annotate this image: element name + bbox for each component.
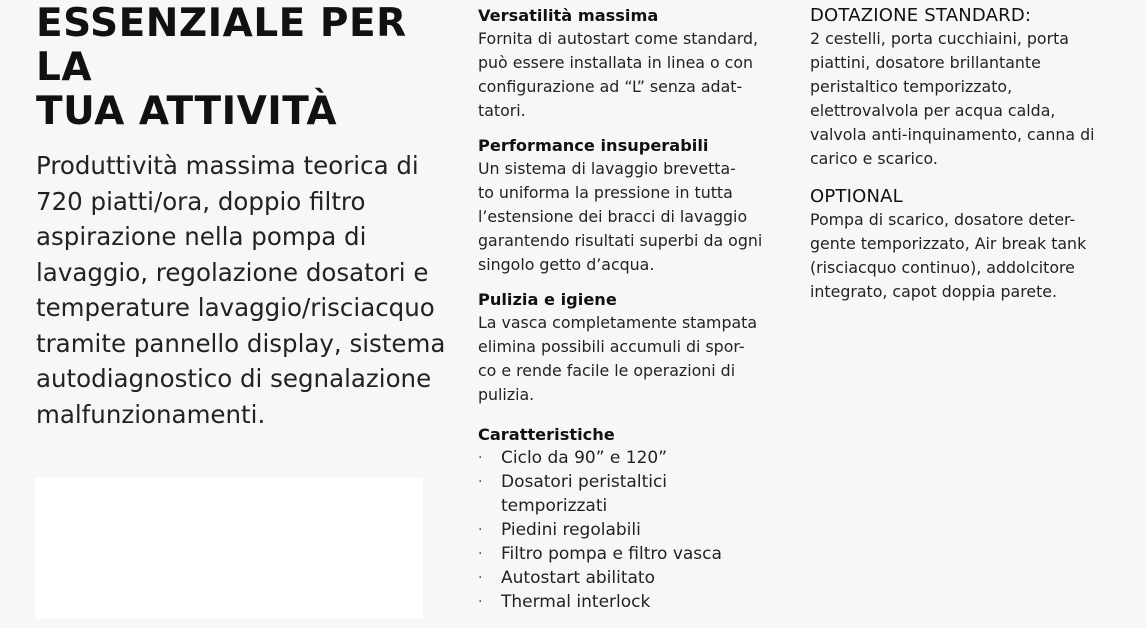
body-line: Pompa di scarico, dosatore deter-	[810, 210, 1076, 229]
bullet-icon: ·	[478, 546, 483, 562]
list-item-label: Piedini regolabili	[501, 520, 641, 540]
section-title: Caratteristiche	[478, 425, 615, 444]
section-standard-equipment	[810, 4, 1130, 171]
list-item-label: Autostart abilitato	[501, 568, 655, 588]
intro-line: aspirazione nella pompa di	[36, 222, 367, 251]
body-line: gente temporizzato, Air break tank	[810, 234, 1087, 253]
body-line: peristaltico temporizzato,	[810, 77, 1013, 96]
section-body	[478, 157, 778, 277]
body-line: 2 cestelli, porta cucchiaini, porta	[810, 29, 1069, 48]
right-column	[810, 4, 1130, 318]
intro-line: Produttività massima teorica di	[36, 151, 419, 180]
body-line: pulizia.	[478, 385, 535, 404]
body-line: l’estensione dei bracci di lavaggio	[478, 207, 748, 226]
intro-line: malfunzionamenti.	[36, 399, 266, 429]
body-line: tatori.	[478, 101, 526, 120]
headline-line: ESSENZIALE PER LA	[36, 1, 407, 90]
list-item	[478, 518, 778, 542]
left-column	[36, 2, 456, 432]
body-line: co e rende facile le operazioni di	[478, 361, 736, 380]
section-title: Pulizia e igiene	[478, 290, 617, 309]
body-line: to uniforma la pressione in tutta	[478, 183, 733, 202]
section-title: OPTIONAL	[810, 186, 903, 207]
intro-line: lavaggio, regolazione dosatori e	[36, 257, 429, 287]
list-item-label: Dosatori peristaltici temporizzati	[501, 472, 668, 516]
section-features	[478, 423, 778, 614]
bullet-icon: ·	[478, 450, 483, 466]
section-body	[810, 208, 1130, 304]
list-item	[478, 470, 778, 518]
bullet-icon: ·	[478, 474, 483, 490]
intro-line: tramite pannello display, sistema	[36, 328, 446, 358]
body-line: può essere installata in linea o con	[478, 53, 754, 72]
list-item-label: Thermal interlock	[501, 592, 651, 612]
body-line: elettrovalvola per acqua calda,	[810, 101, 1056, 120]
headline-line: TUA ATTIVITÀ	[36, 89, 338, 134]
section-cleaning	[478, 288, 778, 407]
section-optional	[810, 185, 1130, 304]
section-title: DOTAZIONE STANDARD:	[810, 5, 1032, 26]
section-body	[810, 27, 1130, 171]
bullet-icon: ·	[478, 522, 483, 538]
intro-line: 720 piatti/ora, doppio filtro	[36, 186, 366, 216]
intro-text	[36, 148, 456, 432]
bullet-icon: ·	[478, 570, 483, 586]
list-item-label: Filtro pompa e filtro vasca	[501, 544, 722, 564]
list-item	[478, 590, 778, 614]
body-line: integrato, capot doppia parete.	[810, 282, 1058, 301]
section-title: Versatilità massima	[478, 6, 659, 25]
features-list	[478, 446, 778, 614]
middle-column	[478, 4, 778, 628]
body-line: valvola anti-inquinamento, canna di	[810, 125, 1095, 144]
body-line: piattini, dosatore brillantante	[810, 53, 1041, 72]
body-line: (risciacquo continuo), addolcitore	[810, 258, 1075, 277]
list-item	[478, 446, 778, 470]
body-line: configurazione ad “L” senza adat-	[478, 77, 743, 96]
section-performance	[478, 134, 778, 277]
list-item-label: Ciclo da 90” e 120”	[501, 448, 668, 468]
body-line: singolo getto d’acqua.	[478, 255, 655, 274]
image-placeholder	[35, 478, 423, 619]
headline	[36, 2, 456, 134]
section-body	[478, 27, 778, 123]
intro-line: temperature lavaggio/risciacquo	[36, 293, 435, 322]
list-item	[478, 542, 778, 566]
section-title: Performance insuperabili	[478, 136, 709, 155]
body-line: garantendo risultati superbi da ogni	[478, 231, 763, 250]
section-versatility	[478, 4, 778, 123]
body-line: elimina possibili accumuli di spor-	[478, 337, 745, 356]
body-line: La vasca completamente stampata	[478, 313, 758, 332]
intro-line: autodiagnostico di segnalazione	[36, 364, 432, 393]
list-item	[478, 566, 778, 590]
section-body	[478, 311, 778, 407]
body-line: carico e scarico.	[810, 149, 938, 168]
bullet-icon: ·	[478, 594, 483, 610]
body-line: Un sistema di lavaggio brevetta-	[478, 159, 736, 178]
body-line: Fornita di autostart come standard,	[478, 29, 759, 48]
